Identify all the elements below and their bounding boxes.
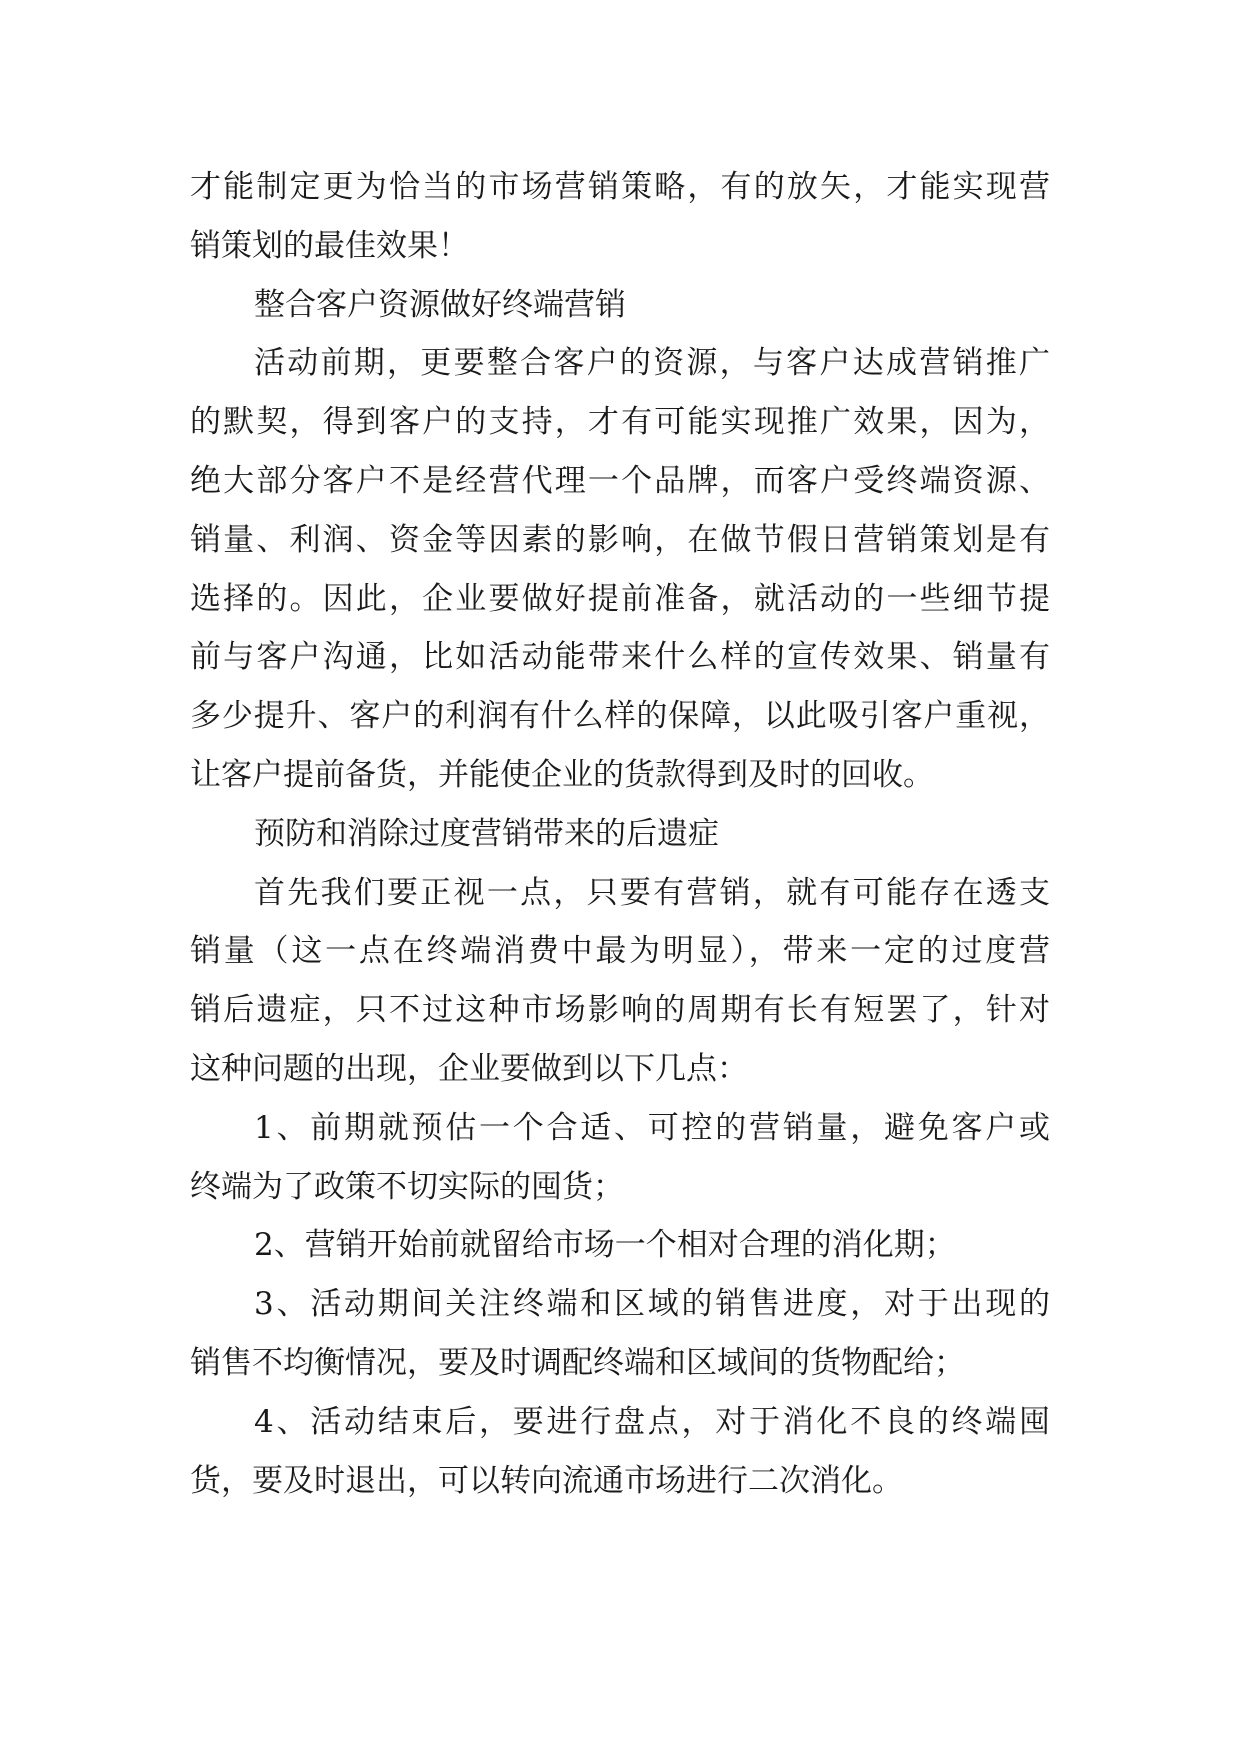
list-item-line: 4、活动结束后，要进行盘点，对于消化不良的终端囤: [254, 1403, 1050, 1440]
text-line: 绝大部分客户不是经营代理一个品牌，而客户受终端资源、: [190, 462, 1050, 499]
list-item-line: 货，要及时退出，可以转向流通市场进行二次消化。: [190, 1462, 903, 1499]
text-line: 这种问题的出现，企业要做到以下几点：: [190, 1050, 748, 1087]
list-item-line: 终端为了政策不切实际的囤货；: [190, 1168, 624, 1205]
text-line: 销量、利润、资金等因素的影响，在做节假日营销策划是有: [190, 521, 1050, 558]
text-line: 让客户提前备货，并能使企业的货款得到及时的回收。: [190, 756, 934, 793]
list-item-line: 销售不均衡情况，要及时调配终端和区域间的货物配给；: [190, 1344, 965, 1381]
text-line: 销量（这一点在终端消费中最为明显），带来一定的过度营: [190, 933, 1050, 970]
text-line: 才能制定更为恰当的市场营销策略，有的放矢，才能实现营: [190, 169, 1050, 205]
text-line: 首先我们要正视一点，只要有营销，就有可能存在透支: [254, 874, 1050, 911]
list-item-line: 2、营销开始前就留给市场一个相对合理的消化期；: [254, 1227, 956, 1264]
section-heading: 预防和消除过度营销带来的后遗症: [254, 815, 719, 852]
text-line: 选择的。因此，企业要做好提前准备，就活动的一些细节提: [190, 580, 1050, 617]
text-line: 销后遗症，只不过这种市场影响的周期有长有短罢了，针对: [190, 992, 1050, 1029]
list-item-line: 3、活动期间关注终端和区域的销售进度，对于出现的: [254, 1286, 1050, 1323]
document-body: [190, 158, 1050, 1510]
section-heading: 整合客户资源做好终端营销: [254, 286, 626, 323]
text-line: 前与客户沟通，比如活动能带来什么样的宣传效果、销量有: [190, 639, 1050, 676]
text-line: 活动前期，更要整合客户的资源，与客户达成营销推广: [254, 345, 1050, 382]
text-line: 销策划的最佳效果！: [190, 227, 469, 264]
text-line: 多少提升、客户的利润有什么样的保障，以此吸引客户重视，: [190, 698, 1050, 735]
list-item-line: 1、前期就预估一个合适、可控的营销量，避免客户或: [254, 1109, 1050, 1146]
text-line: 的默契，得到客户的支持，才有可能实现推广效果，因为，: [190, 404, 1050, 441]
